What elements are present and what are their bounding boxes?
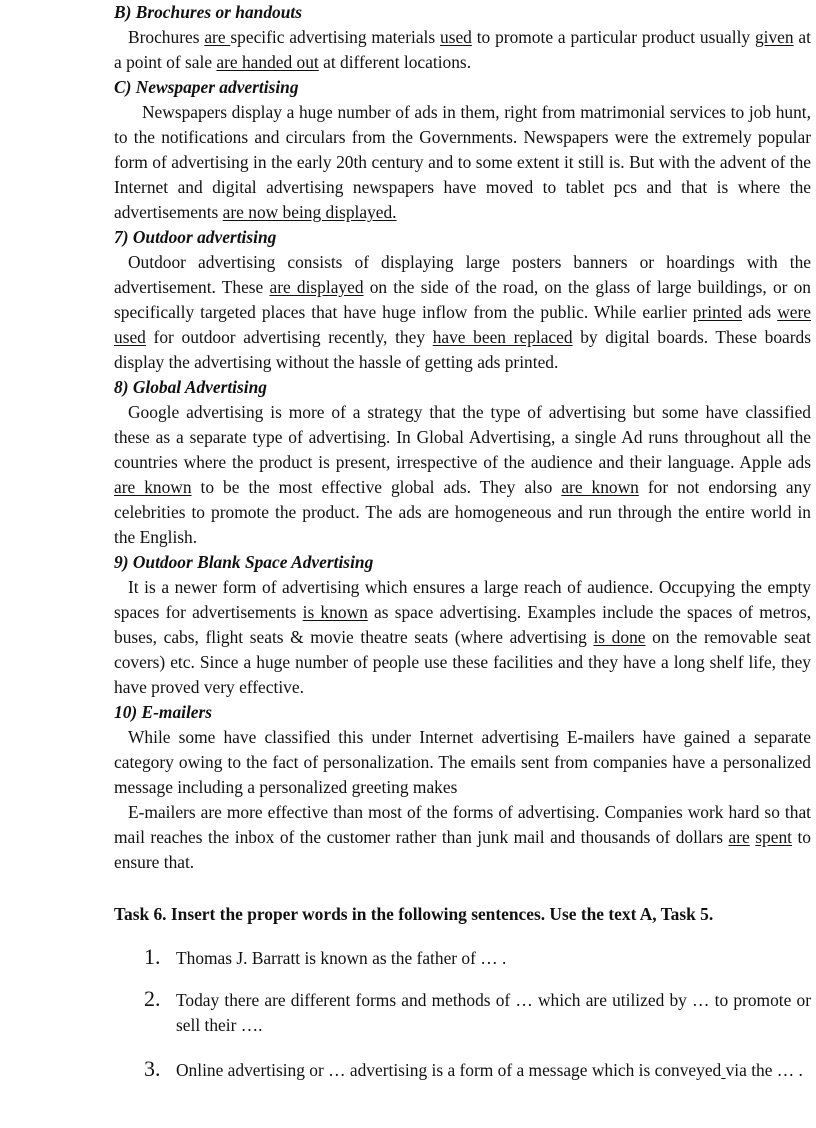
- section-heading: 9) Outdoor Blank Space Advertising: [114, 552, 374, 572]
- text-run: on the side of the road, on the glass of large buildings, or on specifically targeted places that have huge inflow from the public. While earlier: [114, 277, 811, 322]
- text-run: by digital boards. These boards display the advertising without the hassle of getting ads printed.: [114, 327, 811, 372]
- paragraph: [114, 575, 811, 700]
- paragraph: [114, 25, 811, 75]
- list-number: 2.: [144, 986, 161, 1011]
- text-run: ads: [742, 302, 778, 322]
- list-text: [176, 946, 811, 971]
- text-run: While some have classified this under Internet advertising E-mailers have gained a separate category owing to the fact of personalization. The emails sent from companies have a personalized message including a personalized greeting makes: [114, 727, 811, 797]
- underlined-phrase: is known: [302, 602, 368, 622]
- list-text: [176, 988, 811, 1038]
- underlined-phrase: are now being displayed.: [222, 202, 397, 222]
- underlined-phrase: is done: [593, 627, 646, 647]
- paragraph: [114, 800, 811, 875]
- underlined-phrase: printed: [692, 302, 743, 322]
- underlined-phrase: spent: [755, 827, 792, 847]
- text-run: E-mailers are more effective than most of the forms of advertising. Companies work hard so that mail reaches the inbox of the customer rather than junk mail and thousands of dollars: [114, 802, 811, 847]
- paragraph: [114, 250, 811, 375]
- section-newspaper: [114, 75, 811, 225]
- underlined-phrase: are: [728, 827, 750, 847]
- section-brochures: [114, 0, 811, 75]
- section-emailers: [114, 700, 811, 875]
- text-run: Outdoor advertising consists of displaying large posters banners or hoardings with the advertisement. These: [114, 252, 811, 297]
- text-run: for outdoor advertising recently, they: [145, 327, 433, 347]
- section-blank-space: [114, 550, 811, 700]
- text-run: at different locations.: [318, 52, 472, 72]
- text-run: specific advertising materials: [230, 27, 440, 47]
- list-text: [176, 1058, 811, 1083]
- text-run: via the … .: [725, 1060, 803, 1080]
- text-run: Thomas J. Barratt is known as the father of … .: [176, 948, 507, 968]
- list-number: 3.: [144, 1056, 161, 1081]
- text-run: It is a newer form of advertising which ensures a large reach of audience. Occupying the empty spaces for advertisements: [114, 577, 811, 622]
- list-number: 1.: [144, 944, 161, 969]
- text-run: as space advertising. Examples include the spaces of metros, buses, cabs, flight seats & movie theatre seats (where advertising: [114, 602, 811, 647]
- text-run: Newspapers display a huge number of ads in them, right from matrimonial services to job hunt, to the notifications and circulars from the Governments. Newspapers were the extremely popular form of advertising in the early 20th century and to some extent it still is. But with the advent of the Internet and digital advertising newspapers have moved to tablet pcs and that is where the advertisements: [114, 102, 811, 222]
- section-outdoor: [114, 225, 811, 375]
- paragraph: [114, 100, 811, 225]
- underlined-phrase: used: [440, 27, 472, 47]
- text-run: to ensure that.: [114, 827, 812, 872]
- section-global: [114, 375, 811, 550]
- underlined-phrase: given: [754, 27, 794, 47]
- list-item: [144, 988, 811, 1038]
- underlined-phrase: are handed out: [216, 52, 319, 72]
- list-item: [144, 946, 811, 971]
- text-run: Brochures: [128, 27, 205, 47]
- paragraph: [114, 725, 811, 800]
- text-run: Google advertising is more of a strategy that the type of advertising but some have classified these as a separate type of advertising. In Global Advertising, a single Ad runs throughout all the countries where the product is present, irrespective of the audience and their language. Apple ads: [114, 402, 811, 472]
- text-run: Today there are different forms and methods of … which are utilized by … to promote or sell their ….: [176, 990, 811, 1035]
- text-run: Online advertising or … advertising is a form of a message which is conveyed: [176, 1060, 722, 1080]
- task-title: Task 6. Insert the proper words in the following sentences. Use the text A, Task 5.: [114, 904, 714, 924]
- section-heading: B) Brochures or handouts: [114, 2, 302, 22]
- underlined-phrase: are known: [561, 477, 639, 497]
- section-heading: C) Newspaper advertising: [114, 77, 299, 97]
- underlined-phrase: have been replaced: [432, 327, 573, 347]
- text-run: to promote a particular product usually: [471, 27, 755, 47]
- underlined-phrase: are: [204, 27, 231, 47]
- underlined-phrase: are known: [114, 477, 192, 497]
- text-run: on the removable seat covers) etc. Since a huge number of people use these facilities and they have a long shelf life, they have proved very effective.: [114, 627, 811, 697]
- section-heading: 7) Outdoor advertising: [114, 227, 277, 247]
- list-item: [144, 1058, 811, 1083]
- underlined-phrase: are displayed: [269, 277, 364, 297]
- text-run: for not endorsing any celebrities to promote the product. The ads are homogeneous and run through the entire world in the English.: [114, 477, 812, 547]
- paragraph: [114, 400, 811, 550]
- text-run: at a point of sale: [114, 27, 811, 72]
- section-heading: 10) E-mailers: [114, 702, 213, 722]
- section-heading: 8) Global Advertising: [114, 377, 267, 397]
- underlined-phrase: were used: [114, 302, 811, 347]
- text-run: to be the most effective global ads. They also: [191, 477, 562, 497]
